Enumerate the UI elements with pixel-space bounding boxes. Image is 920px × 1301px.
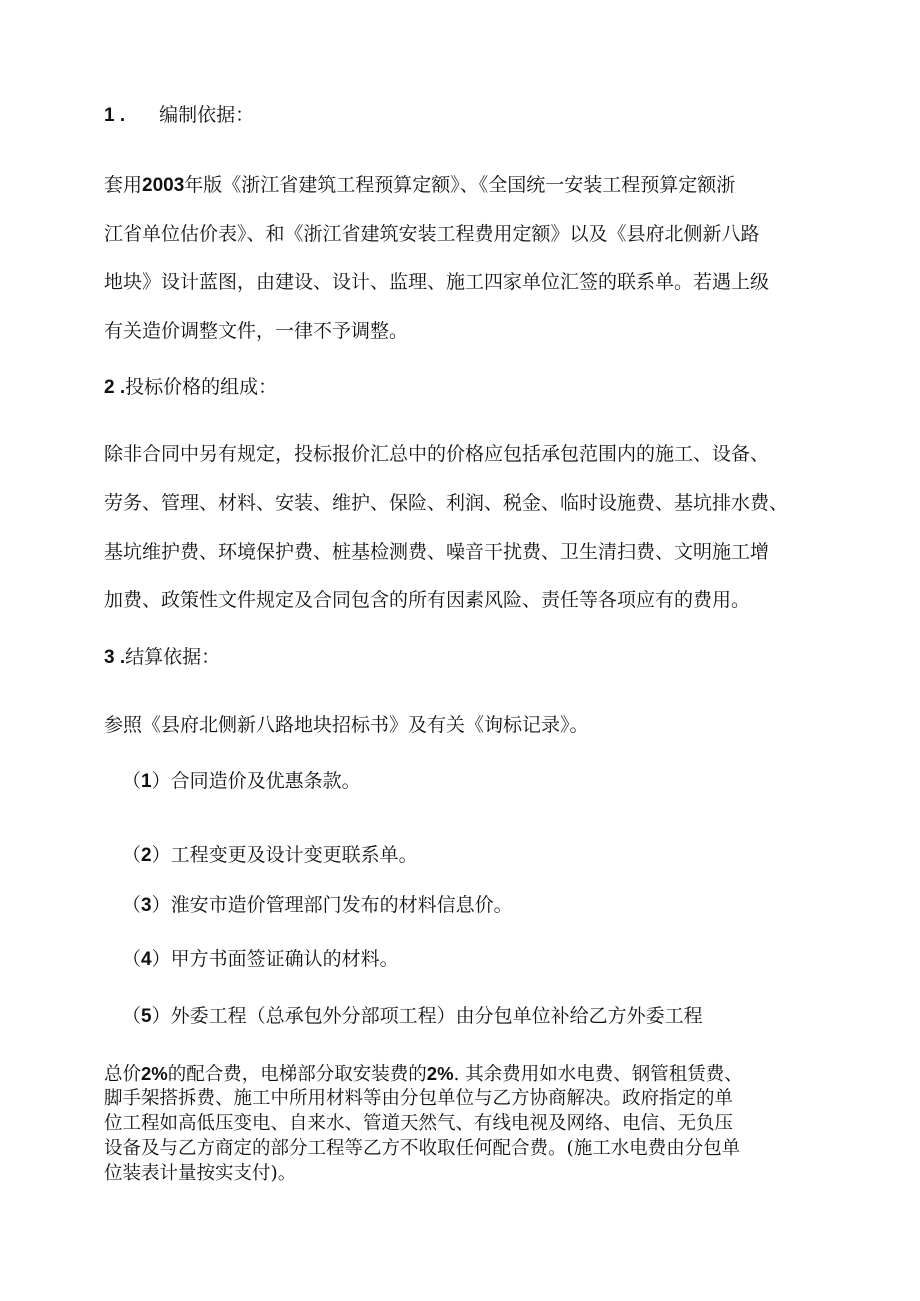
item-text: 外委工程（总承包外分部项工程）由分包单位补给乙方外委工程 — [170, 1005, 703, 1027]
item-number: 3 — [141, 895, 152, 916]
section-3-heading — [104, 645, 220, 670]
paren: ） — [151, 948, 171, 970]
section-1-line-2: 江省单位估价表》、和《浙江省建筑安装工程费用定额》以及《县府北侧新八路 — [104, 223, 760, 245]
paren: ） — [151, 770, 171, 792]
paren: （ — [122, 1005, 142, 1027]
section-2-title: 投标价格的组成： — [125, 376, 278, 398]
section-1-heading — [104, 103, 254, 128]
paren: （ — [122, 894, 142, 916]
section-2-line-2: 劳务、管理、材料、安装、维护、保险、利润、税金、临时设施费、基坑排水费、 — [104, 492, 789, 514]
section-1-title: 编制依据： — [159, 104, 255, 126]
year-text: 2003 — [142, 175, 185, 196]
closing-line-3: 位工程如高低压变电、自来水、管道天然气、有线电视及网络、电信、无负压 — [104, 1113, 734, 1134]
text-run: 的配合费，电梯部分取安装费的 — [167, 1064, 427, 1085]
list-item — [122, 769, 361, 794]
section-2-heading — [104, 375, 277, 400]
section-3-intro: 参照《县府北侧新八路地块招标书》及有关《询标记录》。 — [104, 714, 589, 736]
item-text: 工程变更及设计变更联系单。 — [170, 844, 418, 866]
section-2-line-1: 除非合同中另有规定，投标报价汇总中的价格应包括承包范围内的施工、设备、 — [104, 443, 770, 465]
text-run: 年版《浙江省建筑工程预算定额》、《全国统一安装工程预算定额浙 — [184, 174, 736, 196]
text-run: 套用 — [104, 174, 143, 196]
section-3-number: 3 . — [104, 647, 126, 668]
item-number: 1 — [141, 771, 152, 792]
list-item — [122, 843, 418, 868]
item-number: 4 — [141, 949, 152, 970]
percent-text: 2% — [141, 1063, 168, 1084]
section-1-line-1 — [104, 173, 735, 198]
paren: ） — [151, 844, 171, 866]
closing-line-2: 脚手架搭拆费、施工中所用材料等由分包单位与乙方协商解决。政府指定的单 — [104, 1088, 734, 1109]
section-3-title: 结算依据： — [125, 646, 221, 668]
paren: （ — [122, 844, 142, 866]
list-item — [122, 1004, 703, 1029]
percent-text: 2% — [426, 1063, 454, 1084]
list-item — [122, 947, 399, 972]
section-2-line-3: 基坑维护费、环境保护费、桩基检测费、噪音干扰费、卫生清扫费、文明施工增 — [104, 541, 770, 563]
section-1-line-4: 有关造价调整文件，一律不予调整。 — [104, 320, 409, 342]
item-number: 2 — [141, 845, 152, 866]
item-text: 淮安市造价管理部门发布的材料信息价。 — [170, 894, 513, 916]
text-run: 总价 — [104, 1064, 142, 1085]
item-number: 5 — [141, 1006, 152, 1027]
closing-line-1 — [104, 1062, 743, 1087]
paren: （ — [122, 770, 142, 792]
section-2-line-4: 加费、政策性文件规定及合同包含的所有因素风险、责任等各项应有的费用。 — [104, 589, 751, 611]
item-text: 甲方书面签证确认的材料。 — [170, 948, 399, 970]
section-1-line-3: 地块》设计蓝图，由建设、设计、监理、施工四家单位汇签的联系单。若遇上级 — [104, 271, 770, 293]
section-2-number: 2 . — [104, 377, 126, 398]
text-run: . 其余费用如水电费、钢管租赁费、 — [453, 1064, 743, 1085]
paren: ） — [151, 894, 171, 916]
closing-line-4: 设备及与乙方商定的部分工程等乙方不收取任何配合费。(施工水电费由分包单 — [104, 1138, 741, 1159]
item-text: 合同造价及优惠条款。 — [170, 770, 361, 792]
closing-line-5: 位装表计量按实支付)。 — [104, 1163, 297, 1184]
list-item — [122, 893, 513, 918]
paren: （ — [122, 948, 142, 970]
section-1-number: 1 . — [104, 105, 126, 126]
paren: ） — [151, 1005, 171, 1027]
